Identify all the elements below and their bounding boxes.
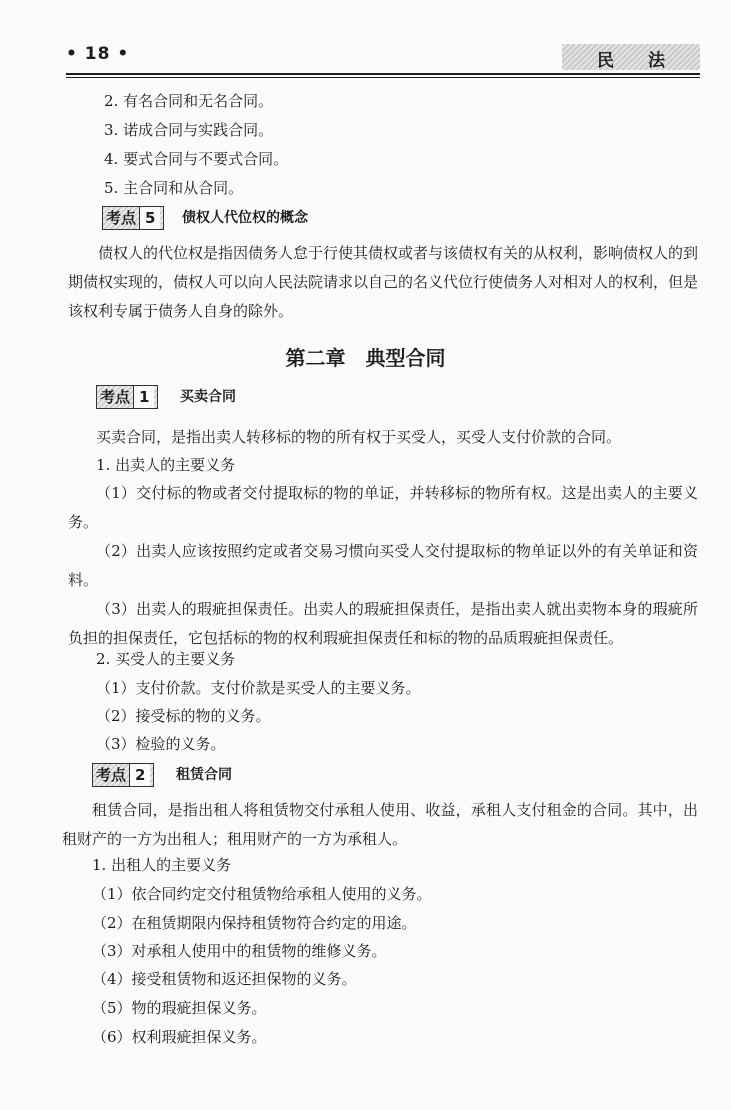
topic-badge-number: 5	[139, 207, 160, 229]
topic-badge-label: 考点	[96, 766, 127, 784]
list-item: （1）依合同约定交付租赁物给承租人使用的义务。	[92, 885, 432, 903]
subheading: 1. 出租人的主要义务	[92, 856, 232, 874]
list-item: 5. 主合同和从合同。	[104, 179, 244, 197]
topic-intro: 买卖合同，是指出卖人转移标的物的所有权于买受人，买受人支付价款的合同。	[96, 428, 622, 446]
list-item: （2）在租赁期限内保持租赁物符合约定的用途。	[92, 914, 417, 932]
list-item: （6）权利瑕疵担保义务。	[92, 1028, 267, 1046]
section-tab	[562, 44, 700, 70]
subheading: 1. 出卖人的主要义务	[96, 456, 236, 474]
list-item: （5）物的瑕疵担保义务。	[92, 999, 267, 1017]
chapter-title: 第二章 典型合同	[285, 346, 446, 370]
paragraph: （2）出卖人应该按照约定或者交易习惯向买受人交付提取标的物单证以外的有关单证和资料。	[68, 542, 698, 589]
list-item: （1）支付价款。支付价款是买受人的主要义务。	[96, 679, 421, 697]
topic-badge-number: 2	[129, 764, 150, 786]
list-item: （4）接受租赁物和返还担保物的义务。	[92, 970, 357, 988]
list-item: （2）接受标的物的义务。	[96, 707, 271, 725]
topic-body: 债权人的代位权是指因债务人怠于行使其债权或者与该债权有关的从权利，影响债权人的到期债权实现的，债权人可以向人民法院请求以自己的名义代位行使债务人对相对人的权利，但是该权利专属于债务人自身的除外。	[68, 244, 699, 320]
list-item: 4. 要式合同与不要式合同。	[104, 150, 289, 168]
page-number: • 18 •	[66, 44, 130, 64]
topic-title: 债权人代位权的概念	[182, 210, 308, 226]
topic-badge	[96, 385, 158, 409]
topic-badge-label: 考点	[100, 388, 131, 406]
header-rule-thin	[66, 77, 700, 78]
list-item: 2. 有名合同和无名合同。	[104, 92, 274, 110]
topic-title: 租赁合同	[176, 767, 232, 783]
topic-title: 买卖合同	[180, 389, 236, 405]
paragraph: （1）交付标的物或者交付提取标的物的单证，并转移标的物所有权。这是出卖人的主要义务。	[68, 484, 698, 531]
running-header	[66, 44, 700, 72]
paragraph: （3）出卖人的瑕疵担保责任。出卖人的瑕疵担保责任，是指出卖人就出卖物本身的瑕疵所负担的担保责任，它包括标的物的权利瑕疵担保责任和标的物的品质瑕疵担保责任。	[68, 600, 698, 647]
section-title: 民 法	[597, 51, 679, 71]
header-rule	[66, 73, 700, 75]
topic-intro: 租赁合同，是指出租人将租赁物交付承租人使用、收益，承租人支付租金的合同。其中，出租财产的一方为出租人；租用财产的一方为承租人。	[62, 801, 698, 848]
subheading: 2. 买受人的主要义务	[96, 650, 236, 668]
list-item: （3）对承租人使用中的租赁物的维修义务。	[92, 942, 387, 960]
topic-badge	[102, 206, 164, 230]
topic-badge	[92, 763, 154, 787]
list-item: 3. 诺成合同与实践合同。	[104, 121, 274, 139]
list-item: （3）检验的义务。	[96, 735, 226, 753]
topic-badge-label: 考点	[106, 209, 137, 227]
topic-badge-number: 1	[133, 386, 154, 408]
